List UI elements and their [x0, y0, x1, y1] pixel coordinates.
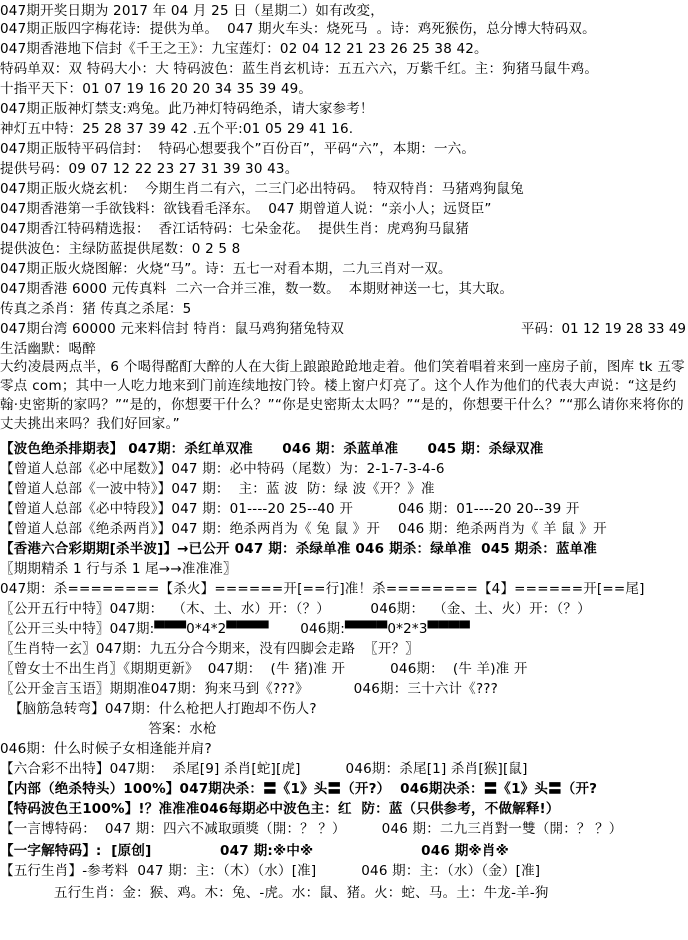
line-s2-07: 〖期期精杀 1 行与杀 1 尾→→准准准〗: [0, 561, 237, 577]
line-s2-05: 【曾道人总部《绝杀两肖》】047 期：绝杀两肖为《 兔 鼠 》开 046 期：绝杀两肖为《 羊 鼠 》开: [0, 521, 607, 537]
line-14: 047期正版火烧图解：火烧“马”。诗：五七一对看本期，二九三肖对一双。: [0, 261, 452, 277]
line-06: 047期正版神灯禁支:鸡兔。此乃神灯特码绝杀，请大家参考！: [0, 101, 374, 117]
line-13: 提供波色：主绿防蓝提供尾数：0 2 5 8: [0, 241, 241, 257]
line-s2-02: 【曾道人总部《必中尾数》】047 期：必中特码（尾数）为：2-1-7-3-4-6: [0, 461, 445, 477]
line-s2-23: 五行生肖：金：猴、鸡。木：兔、-虎。水：鼠、猪。火：蛇、马。土：牛龙-羊-狗: [0, 885, 549, 901]
line-s2-09: 〖公开五行中特〗047期： （木、土、水）开：（？） 046期： （金、土、火）开：（？）: [0, 601, 591, 617]
line-01: 047期开奖日期为 2017 年 04 月 25 日（星期二）如有改変，: [0, 3, 384, 19]
line-03: 047期香港地下信封《千王之王》：九宝莲灯：02 04 12 21 23 26 25 38 42。: [0, 41, 488, 57]
line-08: 047期正版特平码信封： 特码心想要我个”百份百”，平码“六”，本期：一六。: [0, 141, 476, 157]
line-s2-06: 【香港六合彩期期[杀半波]】→已公开 047 期：杀绿单准 046 期杀：绿单准 045 期杀：蓝单准: [0, 541, 597, 557]
line-12: 047期香江特码精选报： 香江话特码：七朵金花。 提供生肖：虎鸡狗马鼠猪: [0, 221, 470, 237]
line-02: 047期正版四字梅花诗: 提供为单。 047 期火车头：烧死马 。诗：鸡死猴伤，总分博大特码双。: [0, 21, 596, 37]
line-s2-01: 【波色绝杀排期表】 047期：杀红单双准 046 期：杀蓝单准 045 期：杀绿双准: [0, 441, 544, 457]
line-s2-20: 【一言博特码： 047 期：四六不减取頭獎（開：？ ？） 046 期：二九三肖對一雙（開：？ ？）: [0, 821, 623, 837]
line-11: 047期香港第一手欲钱料：欲钱看毛泽东。 047 期曾道人说：“亲小人；远贤臣”: [0, 201, 492, 217]
line-s2-17: 【六合彩不出特】047期： 杀尾[9] 杀肖[蛇][虎] 046期：杀尾[1] 杀肖[猴][鼠]: [0, 761, 528, 777]
line-s2-14: 【脑筋急转弯】047期：什么枪把人打跑却不伤人?: [0, 701, 317, 717]
line-17: 047期台湾 60000 元来料信封 特肖：鼠马鸡狗猪兔特双: [0, 321, 345, 337]
line-s2-16: 046期：什么时候子女相逢能并肩?: [0, 741, 212, 757]
line-s2-10: 〖公开三头中特〗047期:▀▀▀0*4*2▀▀▀▀ 046期:▀▀▀▀0*2*3▀▀▀▀: [0, 621, 470, 637]
line-s2-13: 〖公开金言玉语〗期期准047期：狗来马到《???》 046期：三十六计《???: [0, 681, 499, 697]
line-s2-21: 【一字解特码】: [原创] 047 期:※中※ 046 期※肖※: [0, 843, 509, 859]
line-10: 047期正版火烧玄机： 今期生肖二有六，二三门必出特码。 特双特肖：马猪鸡狗鼠兔: [0, 181, 524, 197]
line-s2-03: 【曾道人总部《一波中特》】047 期： 主：蓝 波 防：绿 波《开？》准: [0, 481, 435, 497]
line-09: 提供号码：09 07 12 22 23 27 31 39 30 43。: [0, 161, 299, 177]
line-18: 生活幽默：喝醉: [0, 341, 96, 357]
line-s2-22: 【五行生肖】-参考料 047 期：主：（木）（水）[准] 046 期：主：（水）（金）[准]: [0, 863, 541, 879]
line-s2-19: 【特码波色王100%】!？准准准046每期必中波色主：红 防：蓝（只供参考，不做解释!）: [0, 801, 560, 817]
line-s2-15: 答案：水枪: [0, 721, 217, 737]
line-s2-08: 047期：杀========【杀火】======开[==行]准！杀========【4】======开[==尾]: [0, 581, 645, 597]
line-16: 传真之杀肖：猪 传真之杀尾：5: [0, 301, 192, 317]
line-07: 神灯五中特：25 28 37 39 42 .五个平:01 05 29 41 16.: [0, 121, 354, 137]
line-s2-18: 【内部（绝杀特头）100%】047期决杀：〓《1》头〓（开?） 046期决杀：〓《1》头〓（开?: [0, 781, 598, 797]
line-s2-12: 〖曾女士不出生肖〗《期期更新》 047期： (牛 猪)准 开 046期： (牛 羊)准 开: [0, 661, 528, 677]
line-04: 特码单双：双 特码大小：大 特码波色：蓝生肖玄机诗：五五六六，万紫千红。主：狗猪马鼠牛鸡。: [0, 61, 599, 77]
line-05: 十指平天下：01 07 19 16 20 20 34 35 39 49。: [0, 81, 313, 97]
pingma-text: 平码：01 12 19 28 33 49: [520, 321, 686, 337]
story-paragraph: 大约凌晨两点半，6 个喝得酩酊大醉的人在大街上踉踉跄跄地走着。他们笑着唱着来到一座房子前，图库 tk 五零零点 com；其中一人吃力地来到门前连续地按门铃。楼上窗户灯亮了。这个人作为他们的代表大声说：“这是约翰·史密斯的家吗？”“是的，你想要干什么？”“你是史密斯太太吗？”“是的，你想要干什么？”“那么请你来将你的丈夫挑出来吗？我们好回家。”: [0, 359, 685, 432]
line-s2-04: 【曾道人总部《必中特段》】047 期：01----20 25--40 开 046 期：01----20 20--39 开: [0, 501, 580, 517]
line-15: 047期香港 6000 元传真料 二六一合并三准，数一数。 本期财神送一七，其大取。: [0, 281, 514, 297]
line-s2-11: 〖生肖特一玄〗047期：九五分合今期来，没有四脚会走路 〖开？〗: [0, 641, 419, 657]
